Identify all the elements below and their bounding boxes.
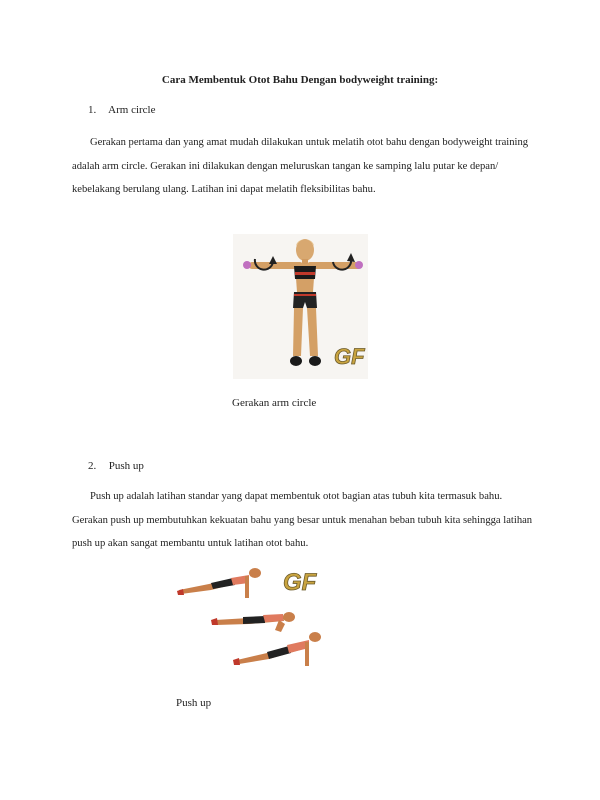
caption-push-up: Push up <box>176 697 212 709</box>
push-up-image <box>175 564 335 674</box>
section-number: 1. <box>88 104 97 116</box>
section-title: Arm circle <box>108 104 156 116</box>
section-heading-arm-circle <box>88 104 156 116</box>
section-number: 2. <box>88 460 97 472</box>
gf-logo: GF <box>334 344 365 369</box>
section-title: Push up <box>108 460 144 472</box>
push-up-illustration <box>175 564 335 674</box>
section-paragraph-arm-circle: Gerakan pertama dan yang amat mudah dilakukan untuk melatih otot bahu dengan bodyweight training adalah arm circle. Gerakan ini dilakukan dengan meluruskan tangan ke samping lalu putar ke depan/ kebelakang berulang ulang. Latihan ini dapat melatih fleksibilitas bahu. <box>72 137 529 195</box>
gf-logo: GF <box>283 569 317 596</box>
document-title: Cara Membentuk Otot Bahu Dengan bodyweight training: <box>161 74 439 86</box>
arm-circle-image <box>233 234 368 379</box>
caption-arm-circle: Gerakan arm circle <box>232 397 317 409</box>
arm-circle-illustration <box>233 234 368 379</box>
section-paragraph-push-up: Push up adalah latihan standar yang dapat membentuk otot bagian atas tubuh kita termasuk bahu. Gerakan push up membutuhkan kekuatan bahu yang besar untuk menahan beban tubuh kita sehingga latihan push up akan sangat membantu untuk latihan otot bahu. <box>72 491 533 549</box>
section-heading-push-up <box>88 460 144 472</box>
